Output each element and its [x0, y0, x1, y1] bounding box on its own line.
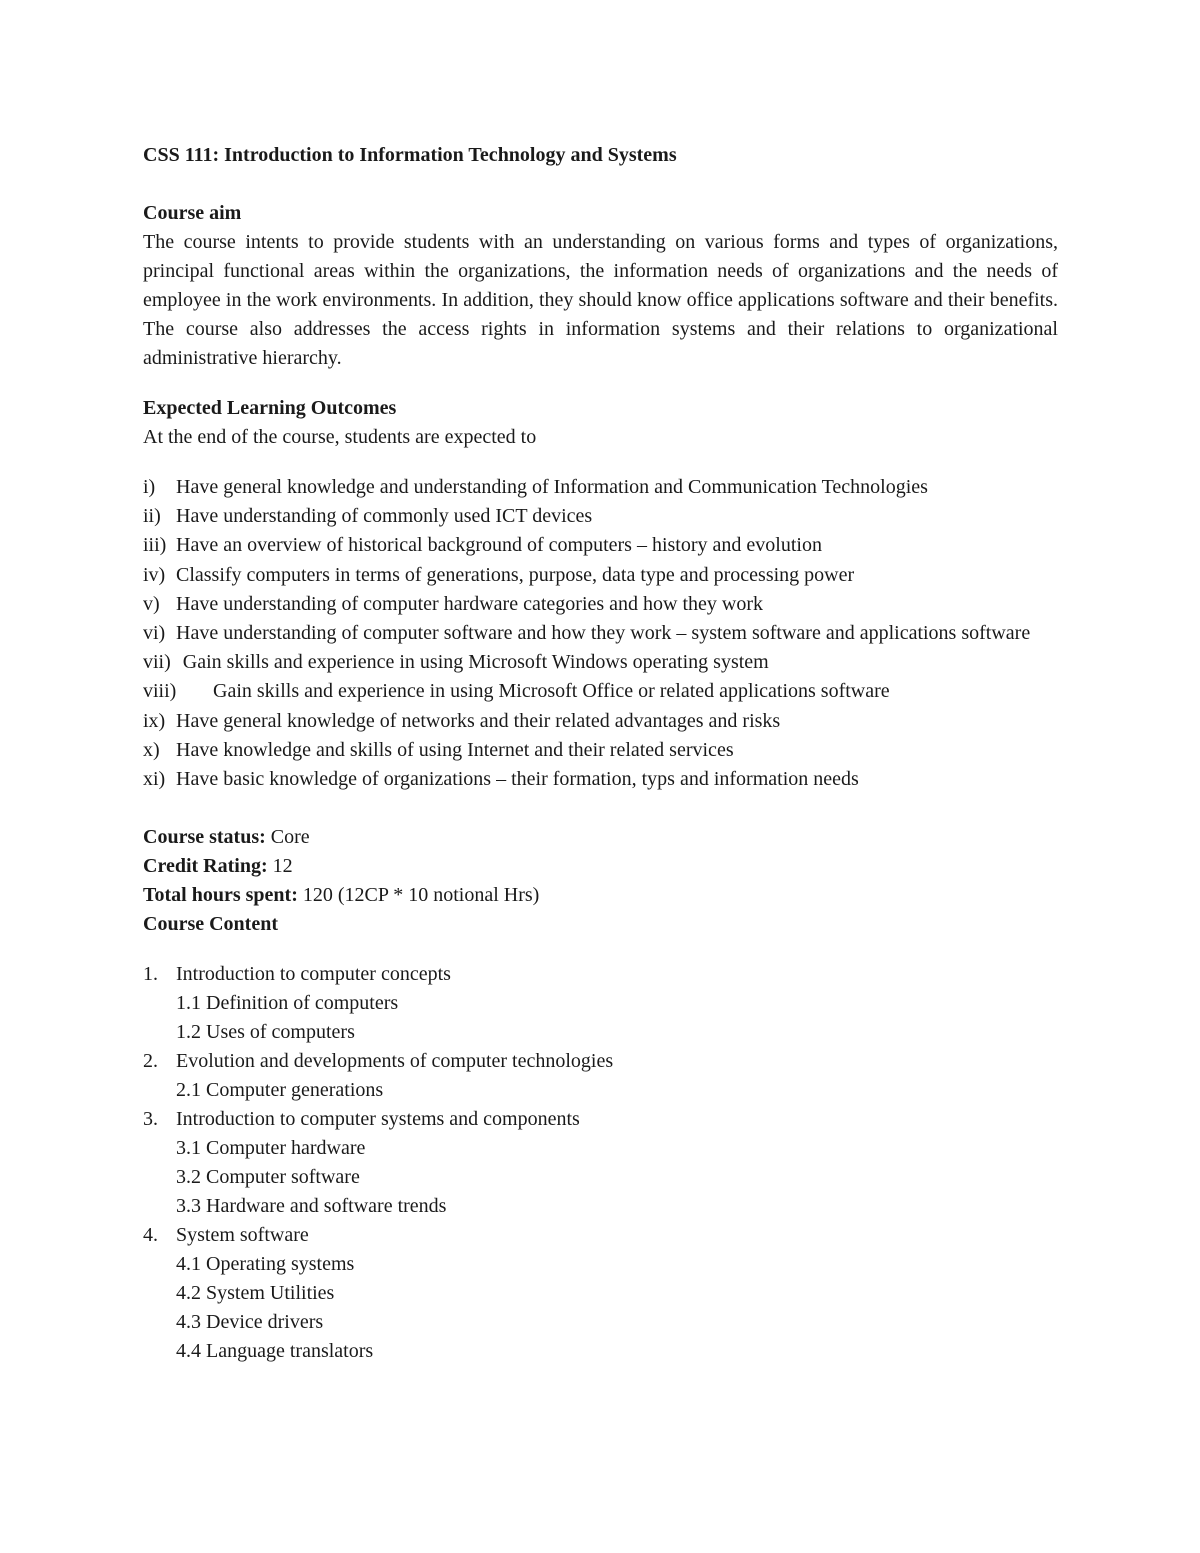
course-aim-heading: Course aim	[143, 202, 242, 224]
content-subitem: 4.3 Device drivers	[176, 1311, 324, 1334]
content-item	[143, 1221, 1058, 1366]
outcomes-heading: Expected Learning Outcomes	[143, 397, 397, 419]
outcome-number: vi)	[143, 622, 166, 645]
content-number: 1.	[143, 963, 158, 986]
document-page	[143, 141, 1058, 1366]
outcome-text: Have understanding of computer software and how they work – system software and applications software	[176, 622, 1031, 645]
content-number: 3.	[143, 1108, 158, 1131]
content-subitem: 3.3 Hardware and software trends	[176, 1195, 447, 1218]
outcome-text: Have understanding of computer hardware categories and how they work	[176, 592, 764, 615]
outcome-item	[143, 531, 1058, 560]
outcome-text: Have basic knowledge of organizations – their formation, typs and information needs	[176, 768, 859, 791]
content-title: System software	[176, 1224, 309, 1247]
outcome-text: Have general knowledge and understanding of Information and Communication Technologies	[176, 476, 928, 498]
content-subitem: 4.1 Operating systems	[176, 1253, 355, 1276]
outcome-number: vii)	[143, 651, 171, 674]
outcome-text: Gain skills and experience in using Microsoft Office or related applications software	[213, 680, 890, 703]
total-hours-label: Total hours spent:	[143, 884, 298, 907]
outcome-item	[143, 561, 1058, 590]
outcome-number: iii)	[143, 534, 167, 557]
outcome-number: ix)	[143, 709, 166, 732]
spacer	[143, 170, 1058, 199]
outcome-text: Classify computers in terms of generations, purpose, data type and processing power	[176, 563, 855, 586]
outcome-number: iv)	[143, 563, 166, 586]
outcome-text: Have general knowledge of networks and their related advantages and risks	[176, 709, 781, 732]
document-title: CSS 111: Introduction to Information Technology and Systems	[143, 144, 677, 166]
course-content-list	[143, 960, 1058, 1366]
outcome-item	[143, 707, 1058, 736]
content-title: Introduction to computer systems and components	[176, 1108, 580, 1131]
course-status-value: Core	[265, 826, 310, 849]
course-status-label: Course status:	[143, 826, 266, 849]
credit-rating	[143, 852, 1058, 881]
outcome-item	[143, 736, 1058, 765]
content-title: Introduction to computer concepts	[176, 963, 451, 986]
outcome-number: viii)	[143, 680, 177, 703]
outcome-text: Have an overview of historical background of computers – history and evolution	[176, 534, 822, 557]
outcome-item	[143, 619, 1058, 648]
content-subitem: 3.1 Computer hardware	[176, 1137, 366, 1160]
credit-rating-value: 12	[267, 855, 293, 878]
outcome-text: Have understanding of commonly used ICT devices	[176, 505, 593, 528]
content-subitem: 1.2 Uses of computers	[176, 1021, 355, 1044]
outcome-item	[143, 502, 1058, 531]
outcome-number: i)	[143, 476, 156, 498]
content-number: 2.	[143, 1050, 158, 1073]
spacer	[143, 452, 1058, 473]
course-content-heading: Course Content	[143, 913, 278, 936]
content-number: 4.	[143, 1224, 158, 1247]
total-hours-value: 120 (12CP * 10 notional Hrs)	[297, 884, 540, 907]
spacer	[143, 939, 1058, 960]
outcome-item	[143, 473, 1058, 502]
course-status	[143, 823, 1058, 852]
content-subitem: 2.1 Computer generations	[176, 1079, 384, 1102]
spacer	[143, 794, 1058, 823]
content-title: Evolution and developments of computer technologies	[176, 1050, 614, 1073]
outcome-item	[143, 590, 1058, 619]
content-subitem: 1.1 Definition of computers	[176, 992, 399, 1015]
outcome-number: xi)	[143, 768, 166, 791]
outcome-item	[143, 677, 1058, 706]
total-hours	[143, 881, 1058, 910]
outcomes-list	[143, 473, 1058, 794]
content-item	[143, 1105, 1058, 1221]
outcome-item	[143, 648, 1058, 677]
spacer	[143, 373, 1058, 394]
outcome-text: Gain skills and experience in using Microsoft Windows operating system	[182, 651, 769, 674]
course-aim-text: The course intents to provide students with an understanding on various forms and types of organizations, principal functional areas within the organizations, the information needs of organizations and the needs of employee in the work environments. In addition, they should know office applications software and their benefits. The course also addresses the access rights in information systems and their relations to organizational administrative hierarchy.	[143, 231, 1058, 369]
outcome-number: x)	[143, 738, 160, 761]
content-subitem: 4.4 Language translators	[176, 1340, 374, 1363]
credit-rating-label: Credit Rating:	[143, 855, 268, 878]
outcome-number: v)	[143, 592, 160, 615]
content-subitem: 3.2 Computer software	[176, 1166, 360, 1189]
content-item	[143, 1047, 1058, 1105]
outcomes-intro: At the end of the course, students are expected to	[143, 426, 537, 448]
content-item	[143, 960, 1058, 1047]
outcome-number: ii)	[143, 505, 161, 528]
outcome-item	[143, 765, 1058, 794]
content-subitem: 4.2 System Utilities	[176, 1282, 335, 1305]
outcome-text: Have knowledge and skills of using Internet and their related services	[176, 738, 734, 761]
